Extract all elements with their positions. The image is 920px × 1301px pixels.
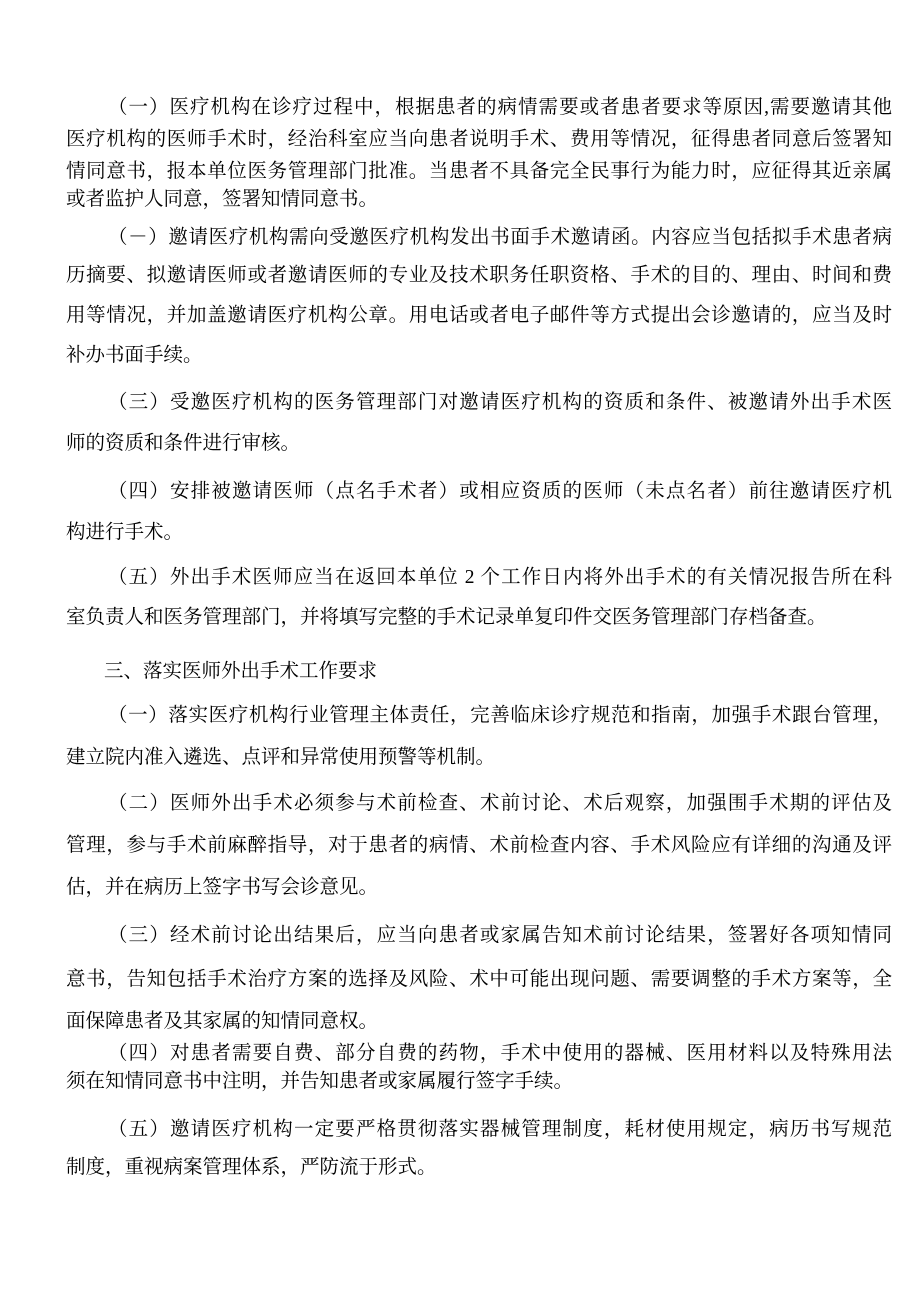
paragraph-line: 师的资质和条件进行审核。 [66, 433, 301, 454]
paragraph-line: 须在知情同意书中注明，并告知患者或家属履行签字手续。 [66, 1071, 574, 1092]
paragraph-line: （一）医疗机构在诊疗过程中，根据患者的病情需要或者患者要求等原因,需要邀请其他 [108, 97, 892, 118]
paragraph-line: 或者监护人同意，签署知情同意书。 [66, 189, 379, 210]
paragraph-line: 历摘要、拟邀请医师或者邀请医师的专业及技术职务任职资格、手术的目的、理由、时间和费 [66, 265, 892, 286]
paragraph-line: （－）邀请医疗机构需向受邀医疗机构发出书面手术邀请函。内容应当包括拟手术患者病 [108, 227, 892, 248]
paragraph-line: （三）经术前讨论出结果后，应当向患者或家属告知术前讨论结果，签署好各项知情同 [108, 925, 892, 946]
paragraph-line: （三）受邀医疗机构的医务管理部门对邀请医疗机构的资质和条件、被邀请外出手术医 [108, 392, 892, 413]
paragraph-line: 管理，参与手术前麻醉指导，对于患者的病情、术前检查内容、手术风险应有详细的沟通及评 [66, 835, 892, 856]
paragraph-line: 情同意书，报本单位医务管理部门批准。当患者不具备完全民事行为能力时，应征得其近亲属 [66, 161, 892, 182]
paragraph-line: （二）医师外出手术必须参与术前检查、术前讨论、术后观察，加强围手术期的评估及 [108, 793, 892, 814]
paragraph-line: （一）落实医疗机构行业管理主体责任，完善临床诊疗规范和指南，加强手术跟台管理， [108, 705, 892, 726]
paragraph-line: 室负责人和医务管理部门，并将填写完整的手术记录单复印件交医务管理部门存档备查。 [66, 607, 827, 628]
paragraph-line: （五）邀请医疗机构一定要严格贯彻落实器械管理制度，耗材使用规定，病历书写规范 [108, 1119, 892, 1140]
paragraph-line: 用等情况，并加盖邀请医疗机构公章。用电话或者电子邮件等方式提出会诊邀请的，应当及时 [66, 305, 892, 326]
section-heading: 三、落实医师外出手术工作要求 [104, 661, 378, 682]
paragraph-line: 补办书面手续。 [66, 345, 203, 366]
paragraph-line: 意书，告知包括手术治疗方案的选择及风险、术中可能出现问题、需要调整的手术方案等，全 [66, 969, 892, 990]
paragraph-line: （四）安排被邀请医师（点名手术者）或相应资质的医师（未点名者）前往邀请医疗机 [108, 481, 892, 502]
paragraph-line: （五）外出手术医师应当在返回本单位 2 个工作日内将外出手术的有关情况报告所在科 [108, 567, 892, 588]
paragraph-line: （四）对患者需要自费、部分自费的药物，手术中使用的器械、医用材料以及特殊用法 [108, 1043, 892, 1064]
paragraph-line: 建立院内准入遴选、点评和异常使用预警等机制。 [66, 747, 496, 768]
paragraph-line: 制度，重视病案管理体系，严防流于形式。 [66, 1157, 437, 1178]
paragraph-line: 构进行手术。 [66, 522, 184, 543]
paragraph-line: 医疗机构的医师手术时，经治科室应当向患者说明手术、费用等情况，征得患者同意后签署知 [66, 129, 892, 150]
paragraph-line: 面保障患者及其家属的知情同意权。 [66, 1011, 379, 1032]
paragraph-line: 估，并在病历上签字书写会诊意见。 [66, 877, 379, 898]
